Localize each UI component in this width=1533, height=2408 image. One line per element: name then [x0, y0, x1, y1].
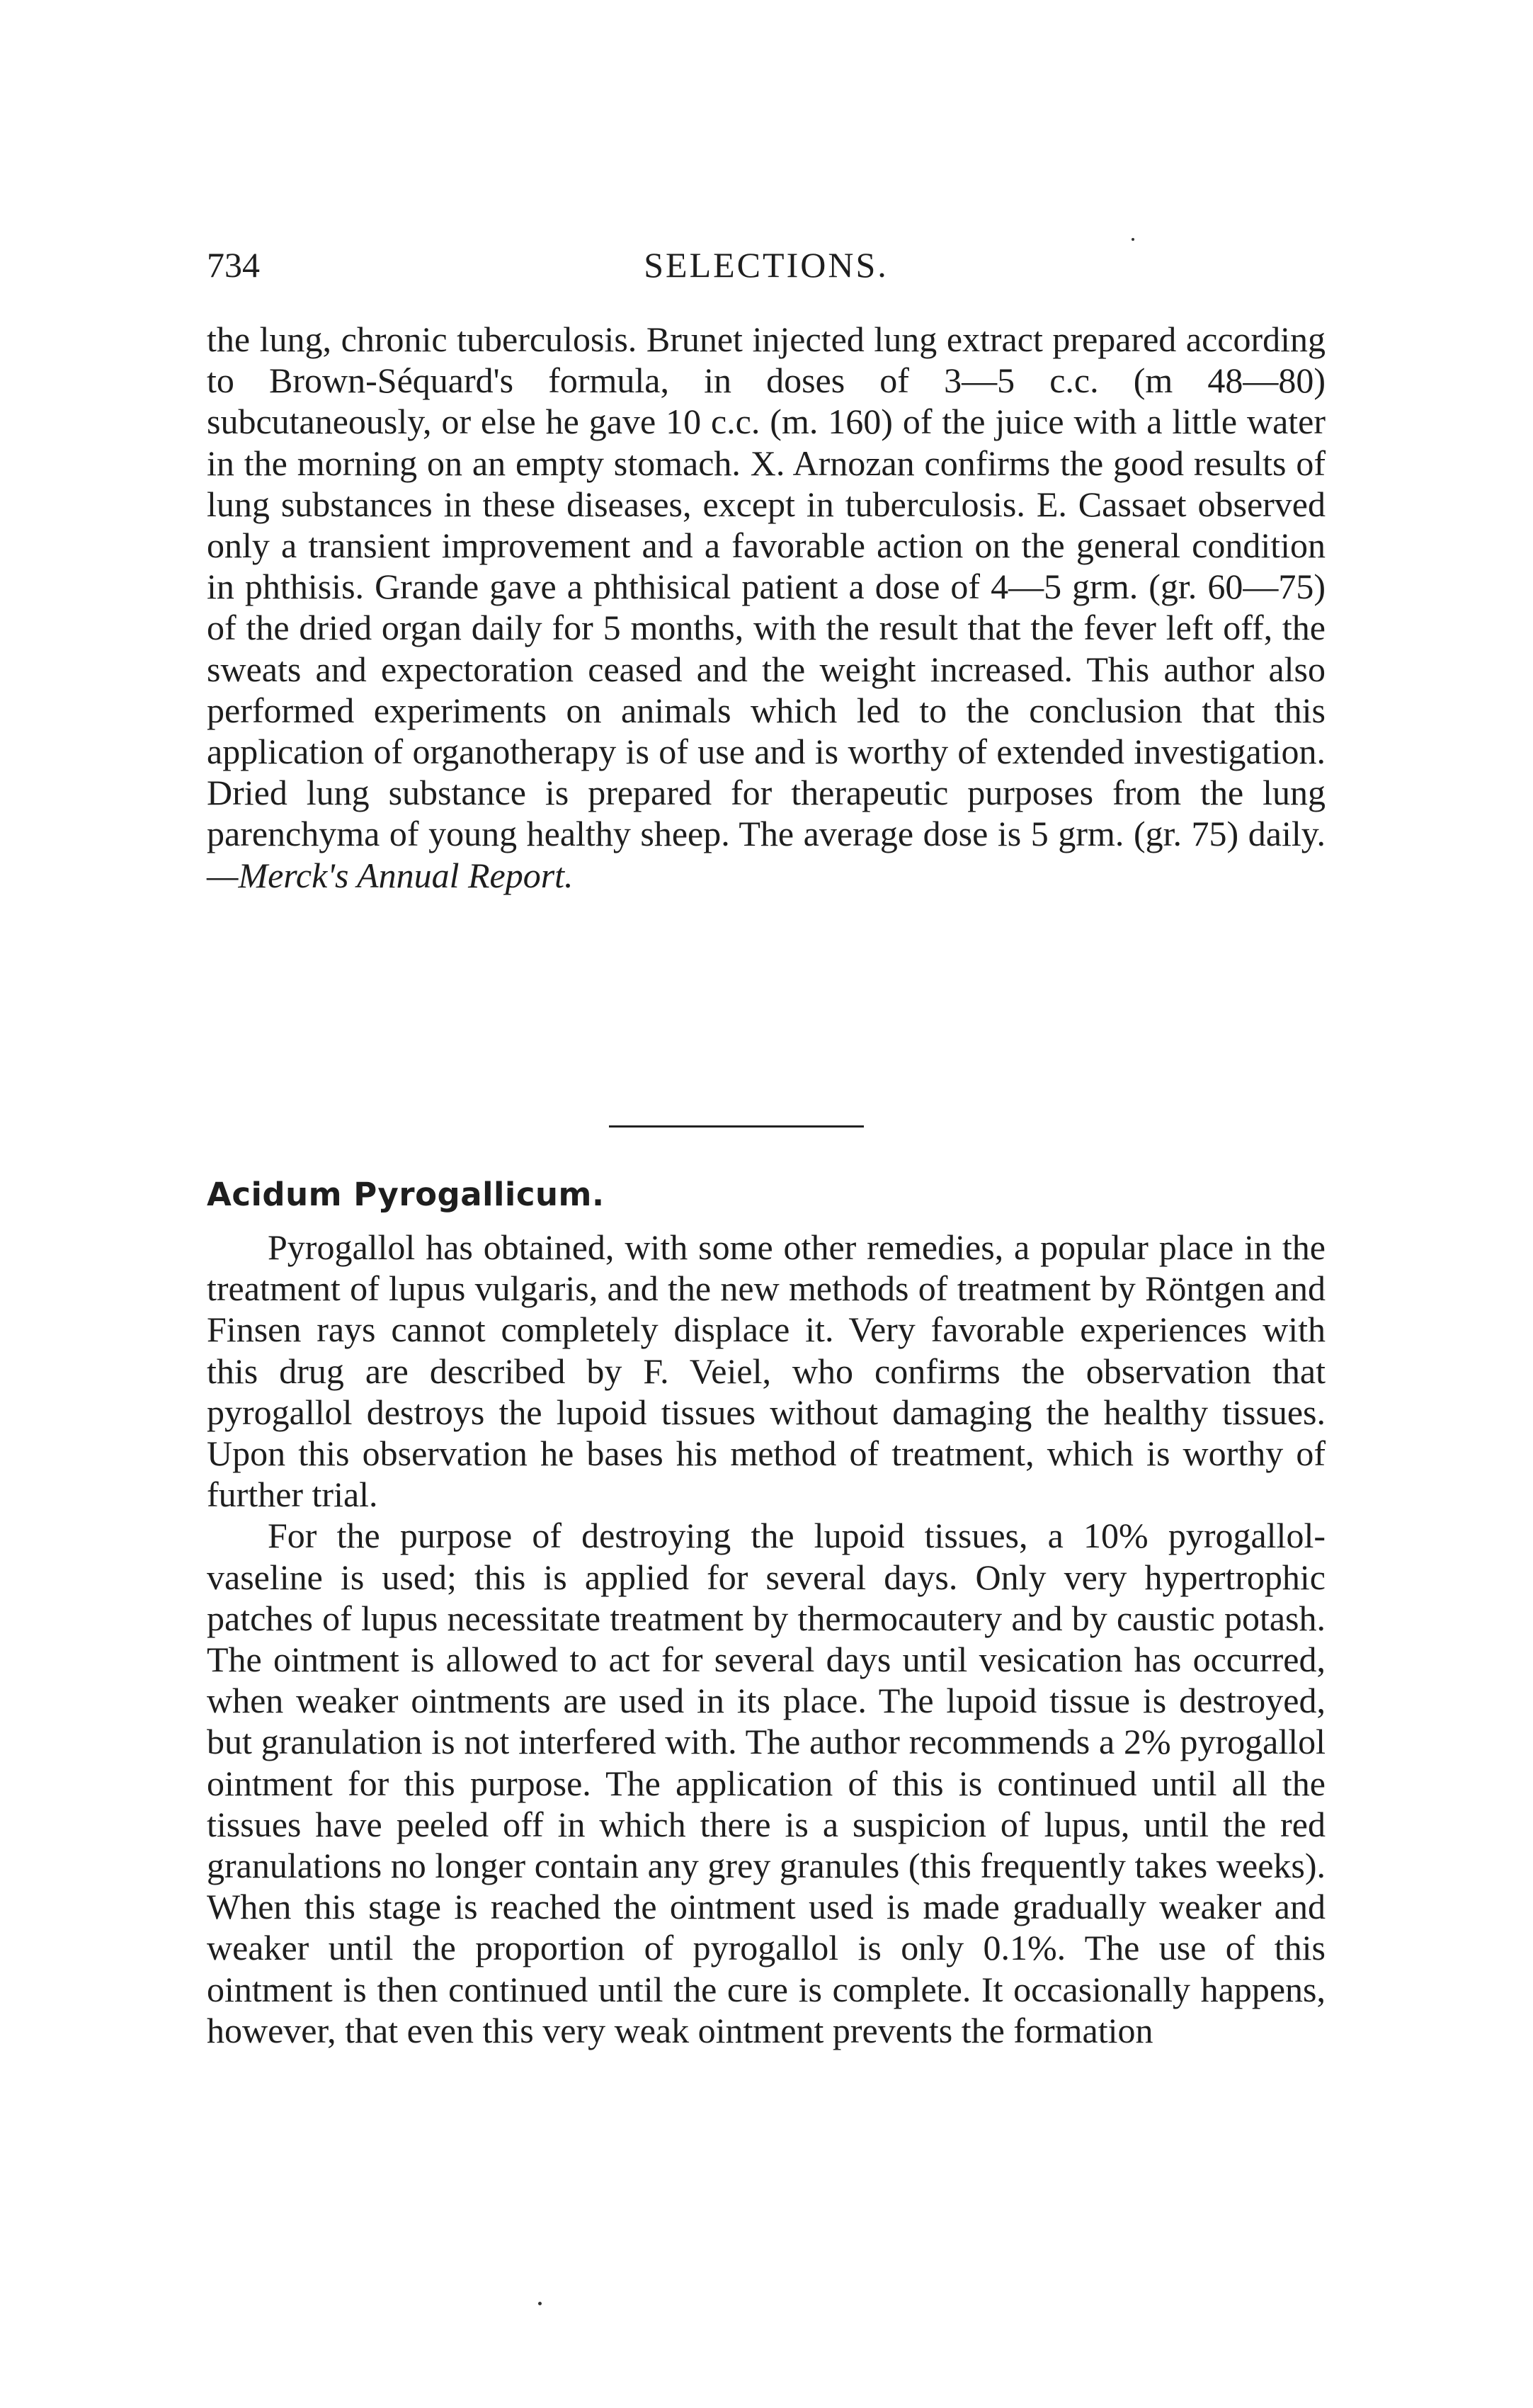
- page-header: [207, 244, 1326, 294]
- citation: —Merck's Annual Report.: [207, 855, 574, 895]
- print-speck: [538, 2302, 542, 2305]
- section-divider: [609, 1125, 864, 1128]
- page-number: 734: [207, 245, 260, 285]
- article-paragraph-1: Pyrogallol has obtained, with some other remedies, a popular place in the treatment of lupus vulgaris, and the new methods of treatment by Röntgen and Finsen rays cannot completely displace it. Very favorable experiences with this drug are described by F. Veiel, who confirms the observation that pyrogallol destroys the lupoid tissues without damaging the healthy tissues. Upon this observation he bases his method of treatment, which is worthy of further trial.: [207, 1227, 1326, 1515]
- article-paragraph-2: For the purpose of destroying the lupoid tissues, a 10% pyrogallol-vaseline is used; this is applied for several days. Only very hypertrophic patches of lupus necessitate treatment by thermocautery and by caustic potash. The ointment is allowed to act for several days until vesication has occurred, when weaker ointments are used in its place. The lupoid tissue is destroyed, but granulation is not interfered with. The author recommends a 2% pyrogallol ointment for this purpose. The application of this is continued until all the tissues have peeled off in which there is a suspicion of lupus, until the red granulations no longer contain any grey granules (this frequently takes weeks). When this stage is reached the ointment used is made gradually weaker and weaker until the proportion of pyrogallol is only 0.1%. The use of this ointment is then continued until the cure is complete. It occasionally happens, however, that even this very weak ointment prevents the formation: [207, 1516, 1326, 2050]
- article-body: [207, 1227, 1326, 2051]
- continued-paragraph: [207, 319, 1326, 896]
- article-heading: Acidum Pyrogallicum.: [207, 1176, 605, 1213]
- print-speck: [1132, 238, 1134, 241]
- continued-body: the lung, chronic tuberculosis. Brunet injected lung extract prepared according to Brown-Séquard's formula, in doses of 3—5 c.c. (m 48—80) subcutaneously, or else he gave 10 c.c. (m. 160) of the juice with a little water in the morning on an empty stomach. X. Arnozan confirms the good results of lung substances in these diseases, except in tuberculosis. E. Cassaet observed only a transient improvement and a favorable action on the general condition in phthisis. Grande gave a phthisical patient a dose of 4—5 grm. (gr. 60—75) of the dried organ daily for 5 months, with the result that the fever left off, the sweats and expectoration ceased and the weight increased. This author also performed experiments on animals which led to the conclusion that this application of organotherapy is of use and is worthy of extended investigation. Dried lung substance is prepared for therapeutic purposes from the lung parenchyma of young healthy sheep. The average dose is 5 grm. (gr. 75) daily.: [207, 319, 1326, 854]
- running-head: SELECTIONS.: [644, 245, 889, 285]
- continued-section: [207, 319, 1326, 896]
